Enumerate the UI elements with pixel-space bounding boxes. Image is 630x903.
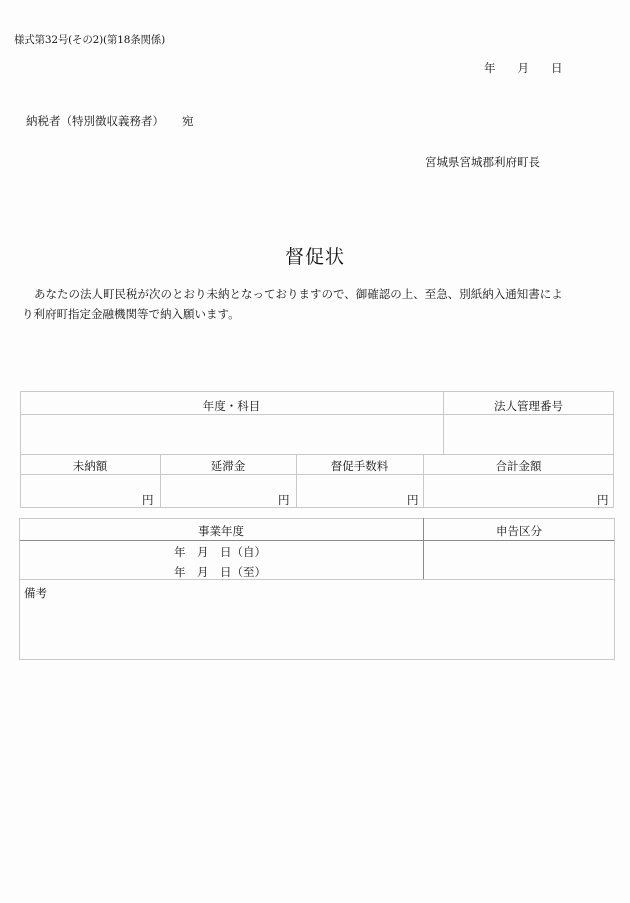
unpaid-yen: 円 (142, 493, 154, 507)
business-year-header: 事業年度 (198, 524, 244, 538)
declaration-header: 申告区分 (496, 524, 542, 538)
total-header: 合計金額 (495, 459, 542, 473)
document-title: 督促状 (284, 246, 345, 268)
unpaid-header: 未納額 (72, 459, 108, 473)
sender-name: 宮城県宮城郡利府町長 (425, 155, 540, 169)
addressee-honorific: 宛 (182, 114, 194, 128)
delay-header: 延滞金 (210, 459, 246, 473)
tax-amount-table (20, 391, 614, 508)
notice-body: あなたの法人町民税が次のとおり未納となっておりますので、御確認の上、至急、別紙納入通知書により利府町指定金融機関等で納入願います。 (22, 287, 563, 321)
corp-number-header: 法人管理番号 (494, 399, 563, 413)
date-day-label: 日 (551, 61, 563, 75)
addressee-label: 納税者（特別徴収義務者） (26, 114, 164, 128)
date-year-label: 年 (484, 61, 496, 75)
form-number: 様式第32号(その2)(第18条関係) (14, 34, 165, 46)
total-yen: 円 (597, 493, 609, 507)
fee-header: 督促手数料 (330, 459, 389, 473)
issue-date (484, 60, 563, 76)
period-to: 年 月 日（至） (174, 565, 266, 579)
business-year-table (19, 518, 615, 660)
year-subject-header: 年度・科目 (202, 399, 261, 413)
remarks-label: 備考 (24, 586, 47, 600)
addressee (26, 113, 194, 129)
delay-yen: 円 (278, 493, 290, 507)
fee-yen: 円 (407, 493, 419, 507)
date-month-label: 月 (517, 61, 529, 75)
period-from: 年 月 日（自） (174, 545, 266, 559)
